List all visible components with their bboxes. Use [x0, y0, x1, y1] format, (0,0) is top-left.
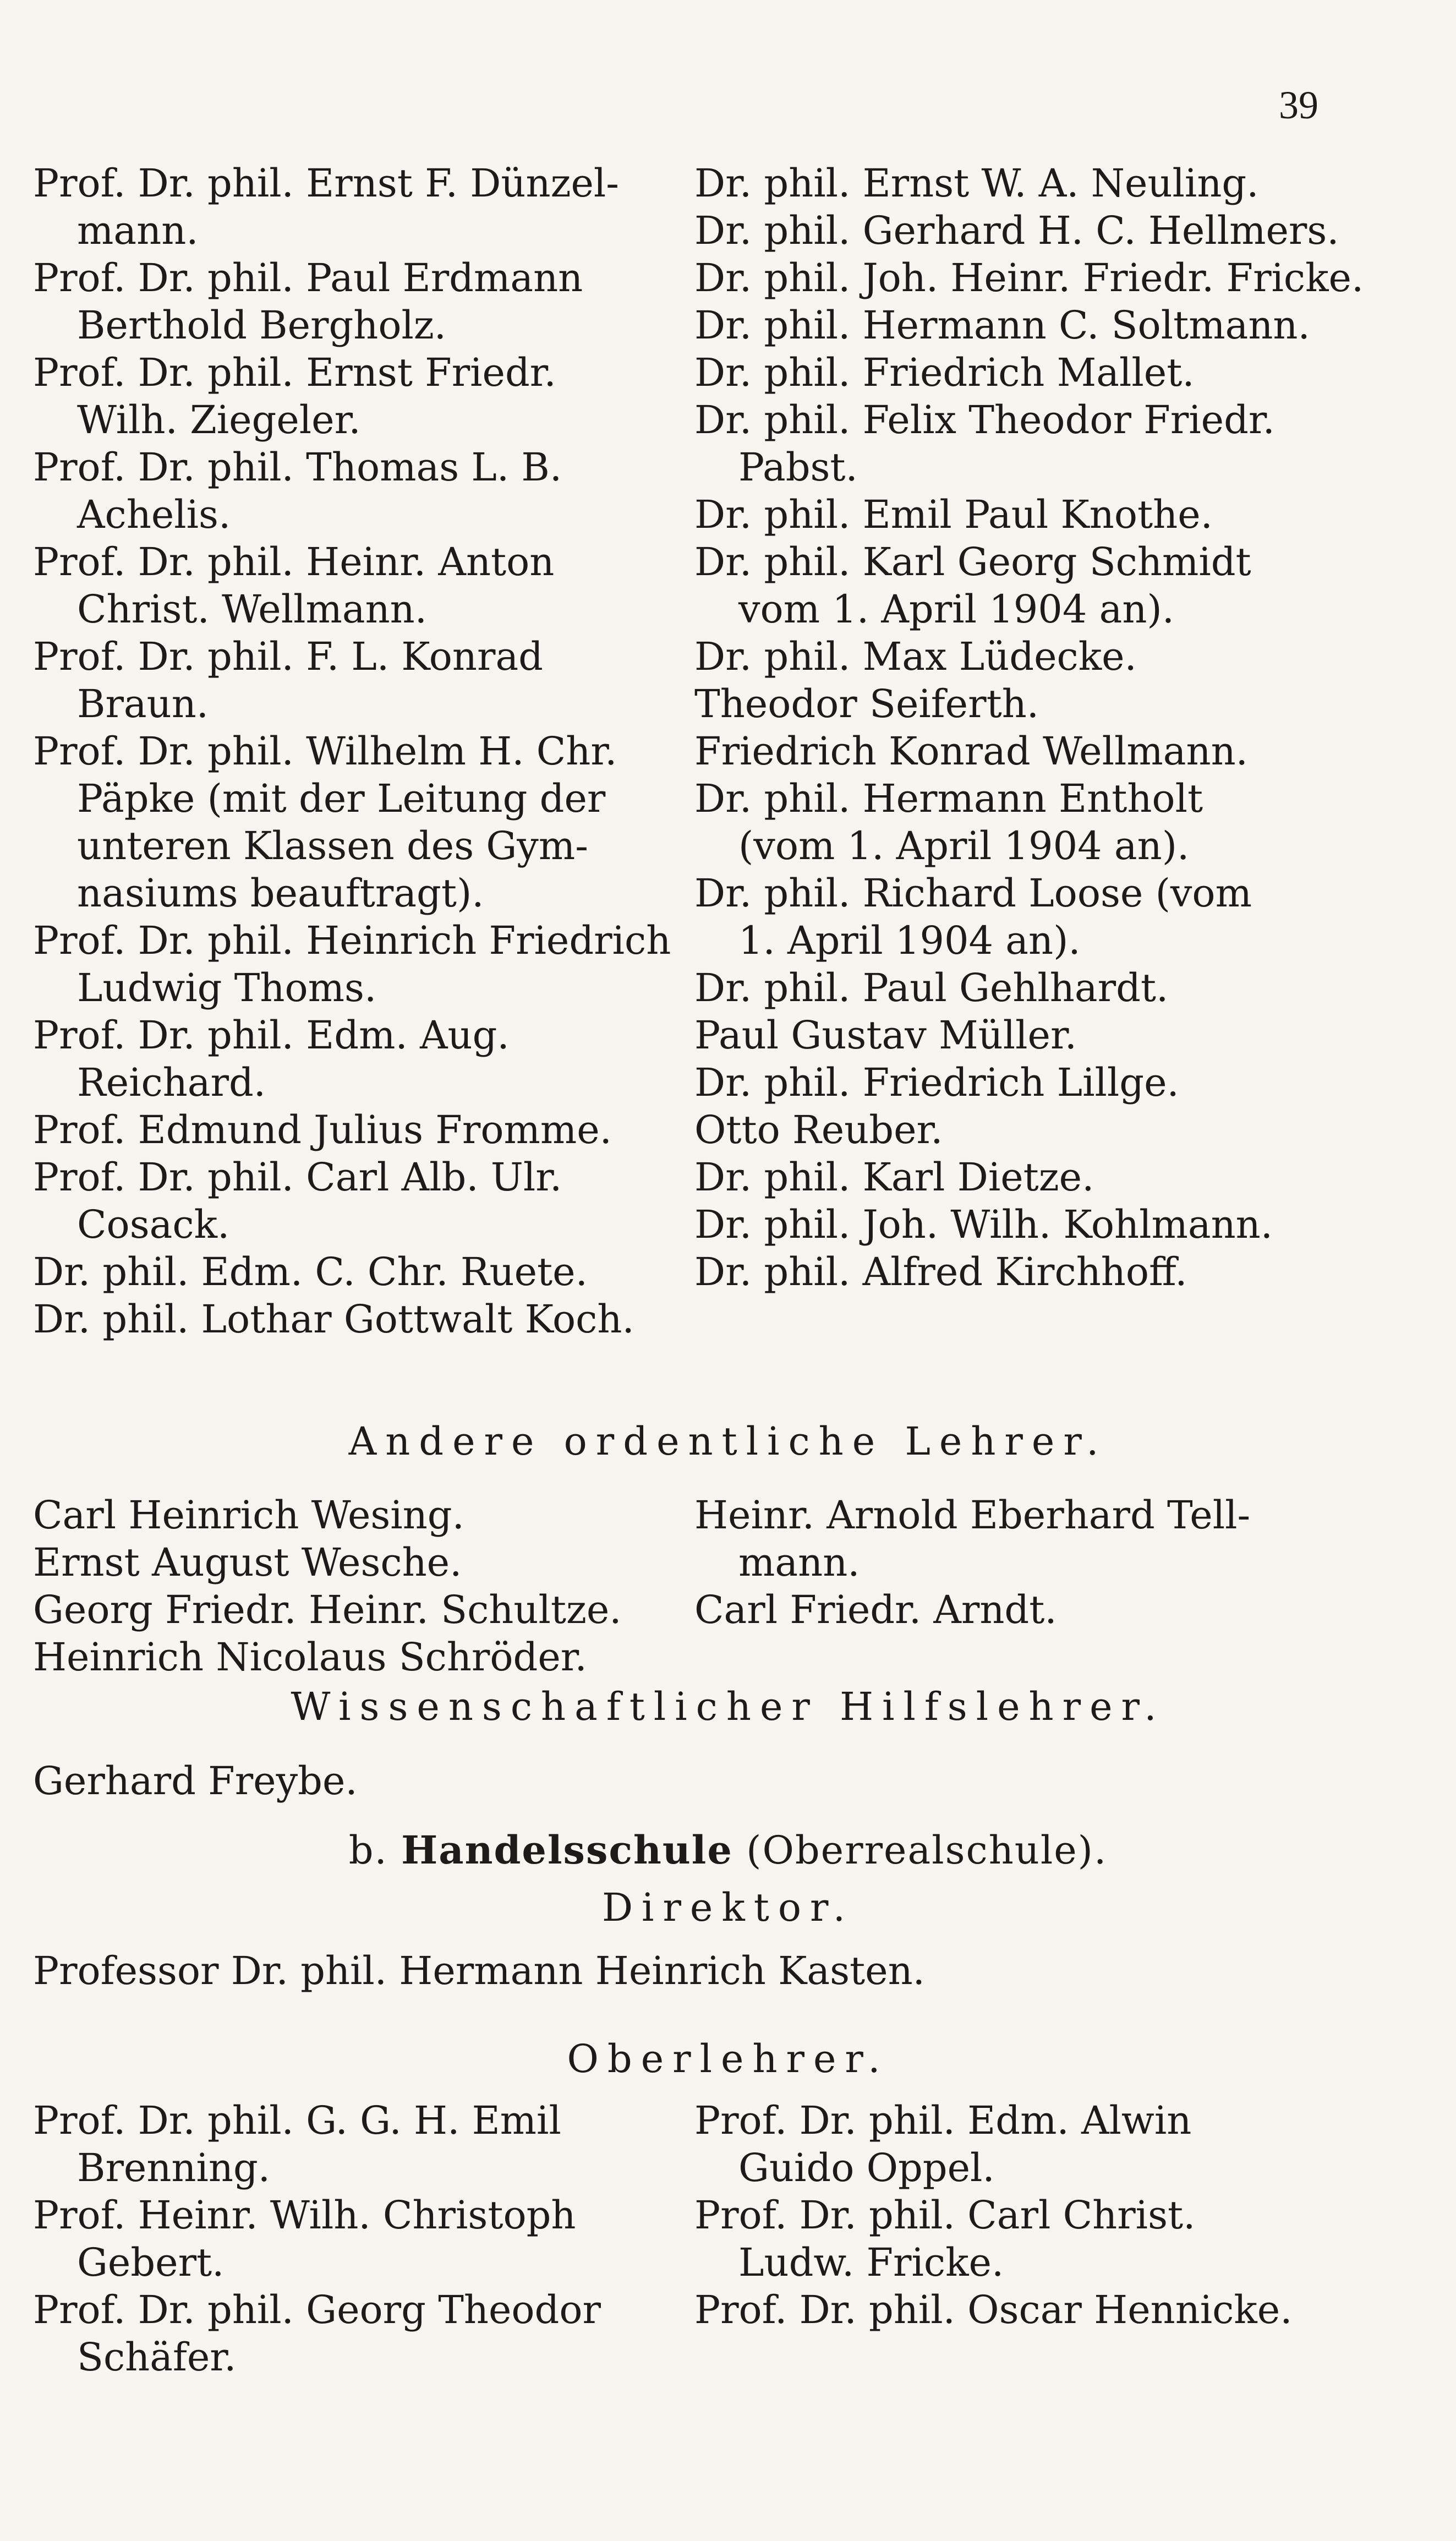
list-entry — [694, 491, 1322, 538]
list-entry — [694, 870, 1322, 964]
list-entry — [33, 1633, 666, 1681]
entry-line: Georg Friedr. Heinr. Schultze. — [33, 1587, 622, 1632]
list-entry — [694, 680, 1322, 728]
entry-continuation: unteren Klassen des Gym- — [77, 823, 588, 868]
list-entry — [33, 1248, 666, 1296]
list-entry — [33, 2192, 666, 2286]
left-column — [33, 160, 671, 1343]
entry-continuation: Wilh. Ziegeler. — [77, 397, 361, 442]
list-entry — [33, 1296, 666, 1343]
entry-line: Carl Heinrich Wesing. — [33, 1493, 464, 1538]
entry-line: Dr. phil. Emil Paul Knothe. — [694, 492, 1213, 537]
entry-line: Otto Reuber. — [694, 1107, 943, 1152]
entry-continuation: Ludw. Fricke. — [738, 2240, 1004, 2285]
direktor-name: Professor Dr. phil. Hermann Heinrich Kasten. — [33, 1948, 925, 1993]
entry-continuation: Reichard. — [77, 1060, 266, 1105]
entry-line: Heinr. Arnold Eberhard Tell- — [694, 1493, 1251, 1538]
list-entry — [33, 917, 671, 1012]
list-entry — [694, 775, 1322, 870]
entry-continuation: mann. — [738, 1540, 860, 1585]
heading-direktor: Direktor. — [601, 1885, 855, 1930]
entry-line: Prof. Dr. phil. F. L. Konrad — [33, 634, 543, 679]
list-entry — [694, 1106, 1322, 1154]
entry-continuation: 1. April 1904 an). — [738, 918, 1081, 963]
entry-continuation: Cosack. — [77, 1202, 230, 1247]
entry-line: Prof. Dr. phil. Ernst F. Dünzel- — [33, 161, 619, 206]
list-entry — [694, 396, 1322, 491]
list-entry — [33, 1154, 666, 1248]
list-entry — [694, 1491, 1322, 1586]
list-entry — [694, 2097, 1322, 2192]
entry-line: Prof. Dr. phil. Paul Erdmann — [33, 255, 583, 300]
entry-line: Prof. Edmund Julius Fromme. — [33, 1107, 612, 1152]
entry-line: Friedrich Konrad Wellmann. — [694, 729, 1248, 774]
entry-line: Paul Gustav Müller. — [694, 1013, 1077, 1058]
entry-line: Dr. phil. Lothar Gottwalt Koch. — [33, 1297, 634, 1342]
heading-oberlehrer: Oberlehrer. — [567, 2036, 889, 2081]
list-entry — [694, 633, 1322, 680]
list-entry — [694, 1201, 1322, 1248]
list-entry — [694, 1012, 1322, 1059]
entry-continuation: Guido Oppel. — [738, 2145, 995, 2190]
list-entry — [694, 964, 1322, 1012]
entry-line: Dr. phil. Gerhard H. C. Hellmers. — [694, 208, 1339, 253]
entry-line: Prof. Heinr. Wilh. Christoph — [33, 2193, 576, 2238]
left-column — [33, 2097, 666, 2381]
entry-line: Prof. Dr. phil. Heinr. Anton — [33, 539, 555, 584]
entry-line: Dr. phil. Paul Gehlhardt. — [694, 965, 1169, 1010]
entry-line: Prof. Dr. phil. Oscar Hennicke. — [694, 2287, 1293, 2332]
list-entry — [694, 1154, 1322, 1201]
list-entry — [694, 1586, 1322, 1633]
list-entry — [694, 207, 1339, 254]
list-entry — [33, 444, 666, 538]
entry-line: Prof. Dr. phil. Edm. Aug. — [33, 1013, 510, 1058]
entry-continuation: Christ. Wellmann. — [77, 587, 428, 632]
entry-continuation: nasiums beauftragt). — [77, 871, 484, 916]
entry-continuation: Berthold Bergholz. — [77, 303, 447, 348]
entry-line: Dr. phil. Friedrich Mallet. — [694, 350, 1195, 395]
entry-line: Dr. phil. Karl Georg Schmidt — [694, 539, 1251, 584]
list-entry — [33, 2097, 666, 2192]
list-entry — [694, 2286, 1322, 2334]
entry-line: Dr. phil. Joh. Heinr. Friedr. Fricke. — [694, 255, 1364, 300]
entry-continuation: Pabst. — [738, 445, 858, 490]
entry-line: Dr. phil. Hermann C. Soltmann. — [694, 303, 1310, 348]
entry-line: Dr. phil. Edm. C. Chr. Ruete. — [33, 1249, 588, 1294]
section-b-heading — [0, 1827, 1456, 1873]
list-entry — [694, 1248, 1322, 1296]
entry-line: Theodor Seiferth. — [694, 681, 1039, 726]
entry-line: Prof. Dr. phil. Carl Alb. Ulr. — [33, 1155, 562, 1200]
section-b-prefix: b. — [348, 1828, 388, 1873]
entry-line: Dr. phil. Karl Dietze. — [694, 1155, 1094, 1200]
entry-continuation: Päpke (mit der Leitung der — [77, 776, 606, 821]
entry-line: Prof. Dr. phil. Carl Christ. — [694, 2193, 1196, 2238]
section-b-suffix: (Oberrealschule). — [746, 1828, 1108, 1873]
list-entry — [33, 633, 666, 728]
list-entry — [33, 254, 666, 349]
list-entry — [694, 538, 1322, 633]
list-entry — [694, 349, 1322, 396]
entry-line: Dr. phil. Richard Loose (vom — [694, 871, 1252, 916]
entry-line: Dr. phil. Friedrich Lillge. — [694, 1060, 1179, 1105]
list-entry — [33, 1106, 666, 1154]
entry-line: Ernst August Wesche. — [33, 1540, 462, 1585]
entry-line: Dr. phil. Ernst W. A. Neuling. — [694, 161, 1259, 206]
entry-line: Prof. Dr. phil. Thomas L. B. — [33, 445, 562, 490]
entry-continuation: Achelis. — [77, 492, 231, 537]
left-column — [33, 1491, 666, 1681]
list-entry — [694, 160, 1322, 207]
list-entry — [694, 1059, 1322, 1106]
entry-continuation: Ludwig Thoms. — [77, 965, 377, 1010]
list-entry — [694, 254, 1364, 302]
list-entry — [33, 1012, 666, 1106]
entry-continuation: Brenning. — [77, 2145, 271, 2190]
entry-line: Dr. phil. Hermann Entholt — [694, 776, 1203, 821]
entry-line: Prof. Dr. phil. Edm. Alwin — [694, 2098, 1192, 2143]
entry-continuation: mann. — [77, 208, 199, 253]
right-column — [694, 1491, 1322, 1633]
list-entry — [33, 349, 666, 444]
entry-line: Prof. Dr. phil. Wilhelm H. Chr. — [33, 729, 617, 774]
list-entry — [694, 302, 1322, 349]
list-entry — [33, 1539, 666, 1586]
entry-line: Dr. phil. Alfred Kirchhoff. — [694, 1249, 1187, 1294]
list-entry — [694, 728, 1322, 775]
entry-line: Prof. Dr. phil. Heinrich Friedrich — [33, 918, 671, 963]
list-entry — [694, 2192, 1322, 2286]
list-entry — [33, 538, 666, 633]
entry-continuation: Schäfer. — [77, 2335, 237, 2380]
hilfslehrer-name: Gerhard Freybe. — [33, 1758, 358, 1804]
entry-line: Dr. phil. Felix Theodor Friedr. — [694, 397, 1275, 442]
heading-andere-lehrer: Andere ordentliche Lehrer. — [348, 1419, 1108, 1464]
list-entry — [33, 728, 666, 917]
section-b-name: Handelsschule — [401, 1827, 733, 1873]
list-entry — [33, 1586, 666, 1633]
list-entry — [33, 2286, 666, 2381]
entry-line: Dr. phil. Joh. Wilh. Kohlmann. — [694, 1202, 1273, 1247]
entry-line: Prof. Dr. phil. G. G. H. Emil — [33, 2098, 561, 2143]
entry-continuation: (vom 1. April 1904 an). — [738, 823, 1190, 868]
page-number: 39 — [1279, 83, 1318, 127]
right-column — [694, 2097, 1322, 2334]
entry-line: Dr. phil. Max Lüdecke. — [694, 634, 1137, 679]
entry-line: Heinrich Nicolaus Schröder. — [33, 1635, 587, 1680]
entry-continuation: Braun. — [77, 681, 209, 726]
list-entry — [33, 160, 666, 254]
list-entry — [33, 1491, 666, 1539]
entry-line: Prof. Dr. phil. Ernst Friedr. — [33, 350, 556, 395]
entry-line: Prof. Dr. phil. Georg Theodor — [33, 2287, 601, 2332]
heading-hilfslehrer: Wissenschaftlicher Hilfslehrer. — [291, 1684, 1165, 1729]
entry-line: Carl Friedr. Arndt. — [694, 1587, 1057, 1632]
right-column — [694, 160, 1364, 1296]
entry-continuation: vom 1. April 1904 an). — [738, 587, 1174, 632]
entry-continuation: Gebert. — [77, 2240, 225, 2285]
